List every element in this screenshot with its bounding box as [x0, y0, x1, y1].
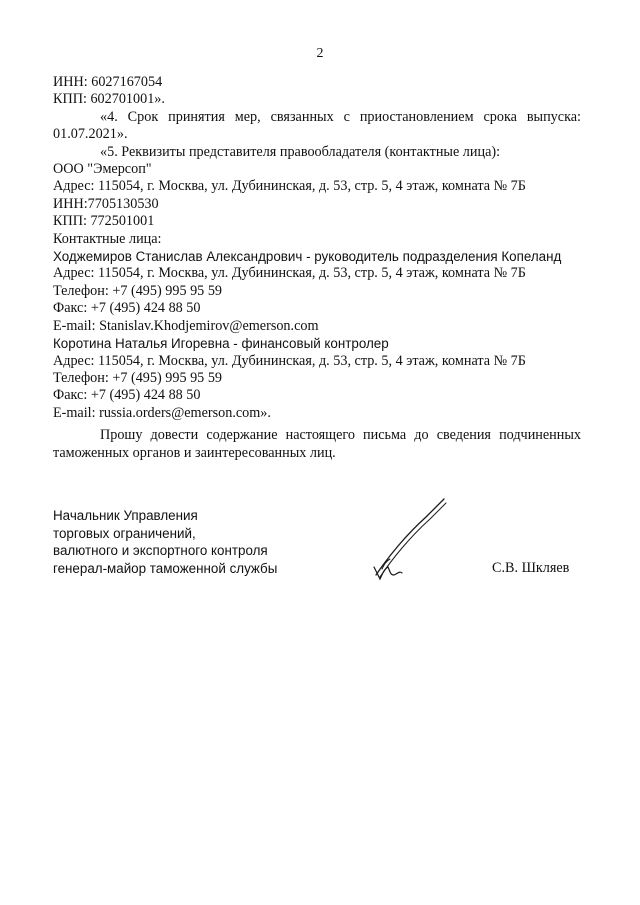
company-kpp: КПП: 772501001 [53, 213, 155, 230]
request-line2: таможенных органов и заинтересованных лиц. [53, 444, 336, 461]
signatory-title-line: Начальник Управления [53, 508, 198, 523]
kpp-line: КПП: 602701001». [53, 91, 165, 108]
contact-entry [53, 248, 581, 335]
contact-name: Коротина Наталья Игоревна - финансовый контролер [53, 336, 389, 352]
signatory-title-line: генерал-майор таможенной службы [53, 560, 278, 576]
contact-phone: Телефон: +7 (495) 995 95 59 [53, 369, 223, 386]
contact-email: E-mail: russia.orders@emerson.com». [53, 404, 271, 421]
company-inn: ИНН:7705130530 [53, 195, 159, 212]
item4-line2: 01.07.2021». [53, 126, 128, 143]
inn-line: ИНН: 6027167054 [53, 74, 163, 90]
company-name: ООО "Эмерсоп" [53, 161, 152, 178]
signatory-title-line: торговых ограничений, [53, 525, 196, 541]
signatory-title [53, 507, 277, 577]
page-number: 2 [316, 46, 324, 61]
contact-phone: Телефон: +7 (495) 995 95 59 [53, 282, 223, 299]
signer-name: С.В. Шкляев [492, 560, 570, 576]
contact-fax: Факс: +7 (495) 424 88 50 [53, 300, 201, 317]
contact-address: Адрес: 115054, г. Москва, ул. Дубининская, д. 53, стр. 5, 4 этаж, комната № 7Б [53, 352, 526, 369]
contacts-label: Контактные лица: [53, 230, 162, 247]
contact-fax: Факс: +7 (495) 424 88 50 [53, 387, 201, 404]
item4-line1: «4. Срок принятия мер, связанных с приостановлением срока выпуска: [100, 108, 581, 125]
contact-address: Адрес: 115054, г. Москва, ул. Дубининская, д. 53, стр. 5, 4 этаж, комната № 7Б [53, 265, 526, 282]
contact-email: E-mail: Stanislav.Khodjemirov@emerson.com [53, 317, 319, 334]
handwritten-signature [368, 495, 458, 585]
signatory-title-line: валютного и экспортного контроля [53, 543, 268, 559]
item5-header: «5. Реквизиты представителя правообладателя (контактные лица): [100, 143, 501, 160]
request-line1: Прошу довести содержание настоящего письма до сведения подчиненных [100, 427, 581, 444]
contact-entry [53, 335, 581, 422]
document-body [53, 74, 581, 462]
contact-name: Ходжемиров Станислав Александрович - руководитель подразделения Копеланд [53, 249, 562, 265]
company-address: Адрес: 115054, г. Москва, ул. Дубининская, д. 53, стр. 5, 4 этаж, комната № 7Б [53, 178, 526, 195]
